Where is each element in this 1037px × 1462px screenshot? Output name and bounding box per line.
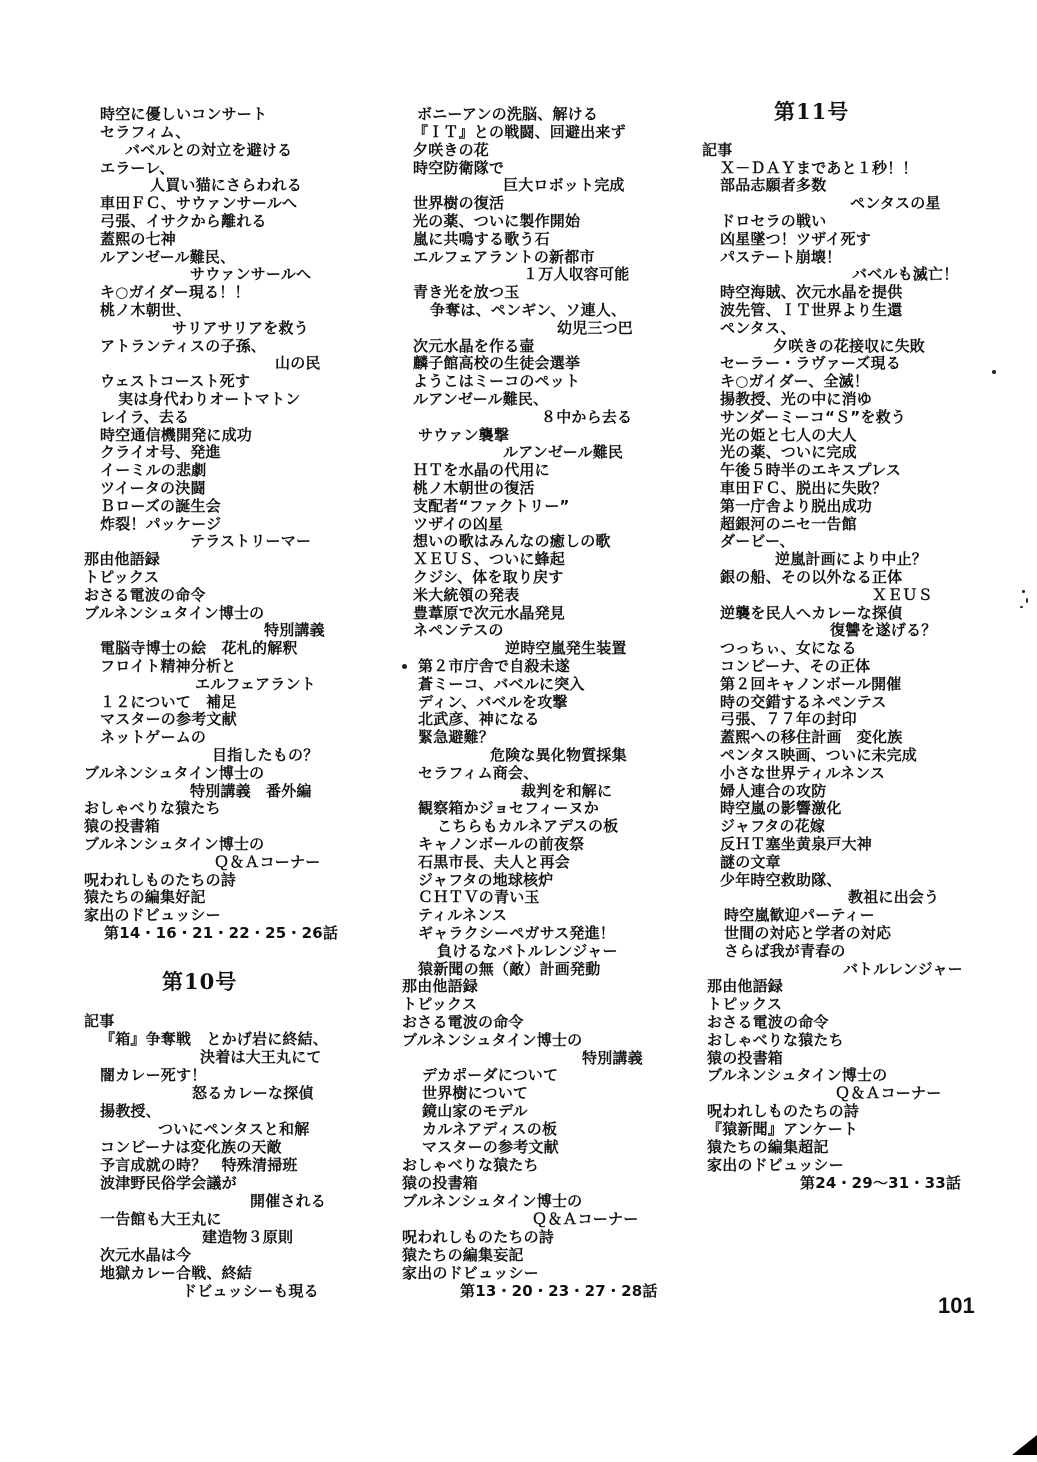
list-item: ブルネンシュタイン博士の: [84, 604, 265, 622]
list-item: Ｑ＆Ａコーナー: [532, 1210, 639, 1228]
list-item: 『箱』争奪戦 とかげ岩に終結、: [100, 1030, 329, 1048]
list-item: バベルとの対立を避ける: [125, 141, 293, 159]
list-item: セーラー・ラヴァーズ現る: [720, 354, 901, 372]
scan-speck: [992, 370, 996, 374]
list-item: 第14・16・21・22・25・26話: [104, 924, 339, 942]
list-item: 弓張、イサクから離れる: [100, 212, 267, 230]
list-item: カルネアディスの板: [422, 1120, 558, 1138]
corner-mark: [1012, 1435, 1037, 1455]
list-item: ボニーアンの洗脳、解ける: [417, 105, 599, 123]
scan-speck: [1020, 606, 1023, 608]
list-item: キ○ガイダー現る！！: [100, 283, 250, 301]
list-item: 那由他語録: [84, 550, 161, 568]
list-item: 炸裂！パッケージ: [100, 515, 222, 533]
list-item: ブルネンシュタイン博士の: [84, 764, 265, 782]
list-item: 猿新聞の無（敵）計画発動: [418, 960, 601, 978]
list-item: 反ＨＴ塞坐黄泉戸大神: [720, 835, 873, 853]
list-item: 呪われしものたちの詩: [402, 1228, 555, 1246]
list-item: １２について 補足: [100, 693, 237, 711]
list-item: ルアンゼール難民、: [100, 248, 236, 266]
list-item: マスターの参考文献: [100, 710, 237, 728]
list-item: 嵐に共鳴する歌う石: [413, 230, 550, 248]
list-item: 次元水晶を作る壷: [413, 337, 535, 355]
list-item: 次元水晶は今: [100, 1246, 192, 1264]
list-item: おさる電波の命令: [84, 586, 206, 604]
list-item: 負けるなバトルレンジャー: [437, 942, 618, 960]
list-item: 危険な異化物質採集: [490, 746, 627, 764]
list-item: 世間の対応と学者の対応: [724, 924, 892, 942]
list-item: 猿の投書箱: [84, 817, 161, 835]
list-item: Ｘ－ＤＡＹまであと１秒！！: [720, 159, 918, 177]
list-item: 裁判を和解に: [521, 782, 613, 800]
list-item: 時空通信機開発に成功: [100, 426, 253, 444]
list-item: 車田ＦＣ、脱出に失敗？: [720, 479, 888, 497]
list-item: 光の薬、ついに製作開始: [413, 212, 581, 230]
list-item: 山の民: [275, 354, 321, 372]
list-item: 少年時空救助隊、: [720, 871, 842, 889]
list-item: 緊急避難？: [418, 728, 495, 746]
list-item: 蓋熙の七神: [100, 230, 177, 248]
list-item: 時空に優しいコンサート: [100, 105, 268, 123]
list-item: トピックス: [402, 995, 478, 1013]
list-item: テラストリーマー: [190, 532, 312, 550]
list-item: 光の薬、ついに完成: [720, 443, 857, 461]
list-item: サンダーミーコ“Ｓ”を救う: [720, 408, 906, 426]
list-item: 家出のドビュッシー: [402, 1264, 539, 1282]
list-item: おさる電波の命令: [707, 1013, 829, 1031]
list-item: 謎の文章: [720, 853, 781, 871]
list-item: 『ＩＴ』との戦闘、回避出来ず: [413, 123, 626, 141]
list-item: ブルネンシュタイン博士の: [402, 1031, 583, 1049]
list-item: 超銀河のニセ一告館: [720, 515, 857, 533]
list-item: 鏡山家のモデル: [422, 1102, 528, 1120]
list-item: 逆襲を民人へカレーな探偵: [720, 604, 903, 622]
list-item: ルアンゼール難民: [503, 443, 624, 461]
list-item: 支配者“ファクトリー”: [413, 497, 570, 515]
list-item: トピックス: [84, 568, 160, 586]
list-item: 世界樹について: [422, 1084, 529, 1102]
list-item: つっちぃ、女になる: [720, 639, 857, 657]
list-item: ドロセラの戦い: [720, 212, 827, 230]
list-item: 特別講義: [582, 1049, 643, 1067]
list-item: 猿の投書箱: [707, 1049, 784, 1067]
list-item: おしゃべりな猿たち: [707, 1031, 844, 1049]
list-item: クジシ、体を取り戻す: [413, 568, 564, 586]
list-item: 教祖に出会う: [848, 888, 940, 906]
list-item: 特別講義: [264, 621, 325, 639]
list-item: 第２回キャノンボール開催: [720, 675, 902, 693]
list-item: 時空嵐の影響激化: [720, 799, 842, 817]
list-item: 呪われしものたちの詩: [84, 871, 237, 889]
list-item: 記事: [702, 141, 733, 159]
list-item: 電脳寺博士の絵 花札的解釈: [100, 639, 298, 657]
list-item: 銀の船、その以外なる正体: [720, 568, 903, 586]
list-item: 那由他語録: [707, 977, 784, 995]
list-item: 人買い猫にさらわれる: [150, 176, 303, 194]
list-item: ウェストコースト死す: [100, 372, 251, 390]
list-item: 第一庁舎より脱出成功: [720, 497, 873, 515]
list-item: 石黒市長、夫人と再会: [418, 853, 571, 871]
list-item: 蓋熙への移住計画 変化族: [720, 728, 903, 746]
list-item: ドビュッシーも現る: [182, 1282, 319, 1300]
list-item: 猿の投書箱: [402, 1174, 479, 1192]
list-item: 猿たちの編集妄記: [402, 1246, 524, 1264]
list-item: 呪われしものたちの詩: [707, 1102, 860, 1120]
list-item: 小さな世界ティルネンス: [720, 764, 886, 782]
list-item: 豊葦原で次元水晶発見: [413, 604, 566, 622]
list-item: ツイータの決闘: [100, 479, 206, 497]
list-item: ジャフタの地球核炉: [418, 871, 554, 889]
list-item: さらば我が青春の: [724, 942, 846, 960]
list-item: 予言成就の時？ 特殊清掃班: [100, 1156, 298, 1174]
list-item: キ○ガイダー、全滅！: [720, 372, 870, 390]
list-item: 猿たちの編集超記: [707, 1138, 829, 1156]
list-item: 部品志願者多数: [720, 176, 827, 194]
list-item: 時空嵐歓迎パーティー: [724, 906, 875, 924]
list-item: セラフィム、: [100, 123, 191, 141]
list-item: 麟子館高校の生徒会選挙: [413, 354, 581, 372]
list-item: キャノンボールの前夜祭: [418, 835, 585, 853]
scan-speck: [1026, 598, 1028, 603]
list-item: 特別講義 番外編: [190, 782, 312, 800]
list-item: 決着は大王丸にて: [200, 1048, 322, 1066]
list-item: 観察箱かジョセフィーヌか: [418, 799, 599, 817]
list-item: トピックス: [707, 995, 783, 1013]
list-item: ＸＥＵＳ: [872, 586, 933, 604]
list-item: 光の姫と七人の大人: [720, 426, 857, 444]
list-item: アトランティスの子孫、: [100, 337, 267, 355]
list-item: ダービー、: [720, 532, 795, 550]
list-item: 時空海賊、次元水晶を提供: [720, 283, 903, 301]
list-item: 桃ノ木朝世の復活: [413, 479, 535, 497]
list-item: 時の交錯するネペンテス: [720, 693, 887, 711]
list-item: ネットゲームの: [100, 728, 207, 746]
list-item: コンビーナ、その正体: [720, 657, 871, 675]
list-item: ブルネンシュタイン博士の: [707, 1066, 888, 1084]
list-item: １万人収容可能: [523, 265, 630, 283]
list-item: ルアンゼール難民、: [413, 390, 549, 408]
list-item: ギャラクシーペガサス発進！: [418, 924, 616, 942]
list-item: 蒼ミーコ、バベルに突入: [418, 675, 585, 693]
list-item: マスターの参考文献: [422, 1138, 559, 1156]
list-item: バベルも滅亡！: [852, 265, 959, 283]
list-item: 弓張、７７年の封印: [720, 710, 857, 728]
list-item: 波先管、ＩＴ世界より生還: [720, 301, 903, 319]
list-item: ＨＴを水晶の代用に: [413, 461, 550, 479]
list-item: 目指したもの？: [212, 746, 319, 764]
list-item: 那由他語録: [402, 977, 479, 995]
list-item: 争奪は、ペンギン、ソ連人、: [430, 301, 627, 319]
list-item: パステート崩壊！: [720, 248, 842, 266]
list-item: ＸＥＵＳ、ついに蜂起: [413, 550, 566, 568]
issue-10-heading: 第10号: [162, 969, 238, 994]
list-item: 第13・20・23・27・28話: [460, 1282, 658, 1300]
list-item: セラフィム商会、: [418, 764, 539, 782]
list-item: ブルネンシュタイン博士の: [402, 1192, 583, 1210]
list-item: 揚教授、: [100, 1102, 161, 1120]
list-item: 米大統領の発表: [413, 586, 520, 604]
list-item: 幼児三つ巴: [557, 319, 634, 337]
list-item: おさる電波の命令: [402, 1013, 524, 1031]
list-item: 第２市庁舎で自殺未遂: [418, 657, 571, 675]
list-item: ネペンテスの: [413, 621, 504, 639]
list-item: 凶星墜つ！ツザイ死す: [720, 230, 871, 248]
list-item: エルフェアラントの新都市: [413, 248, 595, 266]
list-item: 家出のドビュッシー: [84, 906, 221, 924]
list-item: 怒るカレーな探偵: [192, 1084, 314, 1102]
list-item: 桃ノ木朝世、: [100, 301, 192, 319]
list-item: ペンタス、: [720, 319, 796, 337]
issue-11-heading: 第11号: [774, 99, 850, 124]
list-item: 巨大ロボット完成: [503, 176, 625, 194]
list-item: こちらもカルネアデスの板: [437, 817, 619, 835]
list-item: レイラ、去る: [100, 408, 190, 426]
list-item: 復讐を遂げる？: [830, 621, 937, 639]
list-item: フロイト精神分析と: [100, 657, 237, 675]
list-item: ツザイの凶星: [413, 515, 504, 533]
scan-speck: [1022, 590, 1025, 593]
list-item: おしゃべりな猿たち: [84, 799, 221, 817]
list-item: 猿たちの編集好記: [84, 888, 206, 906]
list-item: 時空防衛隊で: [413, 159, 505, 177]
list-item: 夕咲きの花: [413, 141, 490, 159]
list-item: 逆嵐計画により中止？: [775, 550, 928, 568]
list-item: ＣＨＴＶの青い玉: [418, 888, 540, 906]
list-item: 地獄カレー合戦、終結: [100, 1264, 253, 1282]
list-item: Ｂローズの誕生会: [100, 497, 221, 515]
list-item: Ｑ＆Ａコーナー: [214, 853, 321, 871]
list-item: 波津野民俗学会議が: [100, 1174, 237, 1192]
list-item: 揚教授、光の中に消ゆ: [720, 390, 873, 408]
list-item: 第24・29～31・33話: [800, 1174, 962, 1192]
list-item: デカポーダについて: [422, 1066, 559, 1084]
list-item: 婦人連合の攻防: [720, 782, 827, 800]
list-item: サウァンサールへ: [190, 265, 312, 283]
list-item: サリアサリアを救う: [172, 319, 309, 337]
page-number: 101: [938, 1293, 975, 1318]
list-item: 実は身代わりオートマトン: [118, 390, 301, 408]
list-item: サウァン襲撃: [418, 426, 510, 444]
list-item: おしゃべりな猿たち: [402, 1156, 539, 1174]
list-item: 北武彦、神になる: [418, 710, 540, 728]
list-item: Ｑ＆Ａコーナー: [835, 1084, 942, 1102]
list-item: 青き光を放つ玉: [413, 283, 520, 301]
list-item: 夕咲きの花接収に失敗: [773, 337, 926, 355]
list-item: 開催される: [250, 1192, 327, 1210]
list-item: イーミルの悲劇: [100, 461, 207, 479]
list-item: ついにペンタスと和解: [158, 1120, 310, 1138]
list-item: ８中から去る: [541, 408, 633, 426]
list-item: 建造物３原則: [202, 1228, 294, 1246]
list-item: エラーレ、: [100, 159, 175, 177]
list-item: ペンタス映画、ついに未完成: [720, 746, 918, 764]
list-item: 逆時空嵐発生装置: [505, 639, 627, 657]
list-item: ディン、バベルを攻撃: [418, 693, 568, 711]
list-item: 家出のドビュッシー: [707, 1156, 844, 1174]
list-item: 想いの歌はみんなの癒しの歌: [413, 532, 611, 550]
list-item: 闇カレー死す！: [100, 1066, 207, 1084]
list-item: クライオ号、発進: [100, 443, 221, 461]
list-item: 午後５時半のエキスプレス: [720, 461, 902, 479]
list-item: バトルレンジャー: [843, 960, 963, 978]
list-item: ジャフタの花嫁: [720, 817, 826, 835]
list-item: 一告館も大王丸に: [100, 1210, 222, 1228]
list-item: ブルネンシュタイン博士の: [84, 835, 265, 853]
list-item: コンビーナは変化族の天敵: [100, 1138, 282, 1156]
list-item: エルフェアラント: [195, 675, 316, 693]
list-item: ペンタスの星: [850, 194, 941, 212]
list-item: 記事: [84, 1012, 115, 1030]
scan-speck: [402, 664, 407, 669]
list-item: 世界樹の復活: [413, 194, 505, 212]
list-item: 『猿新聞』アンケート: [707, 1120, 859, 1138]
list-item: ようこはミーコのペット: [413, 372, 581, 390]
list-item: ティルネンス: [418, 906, 508, 924]
list-item: 車田ＦＣ、サウァンサールへ: [100, 194, 298, 212]
